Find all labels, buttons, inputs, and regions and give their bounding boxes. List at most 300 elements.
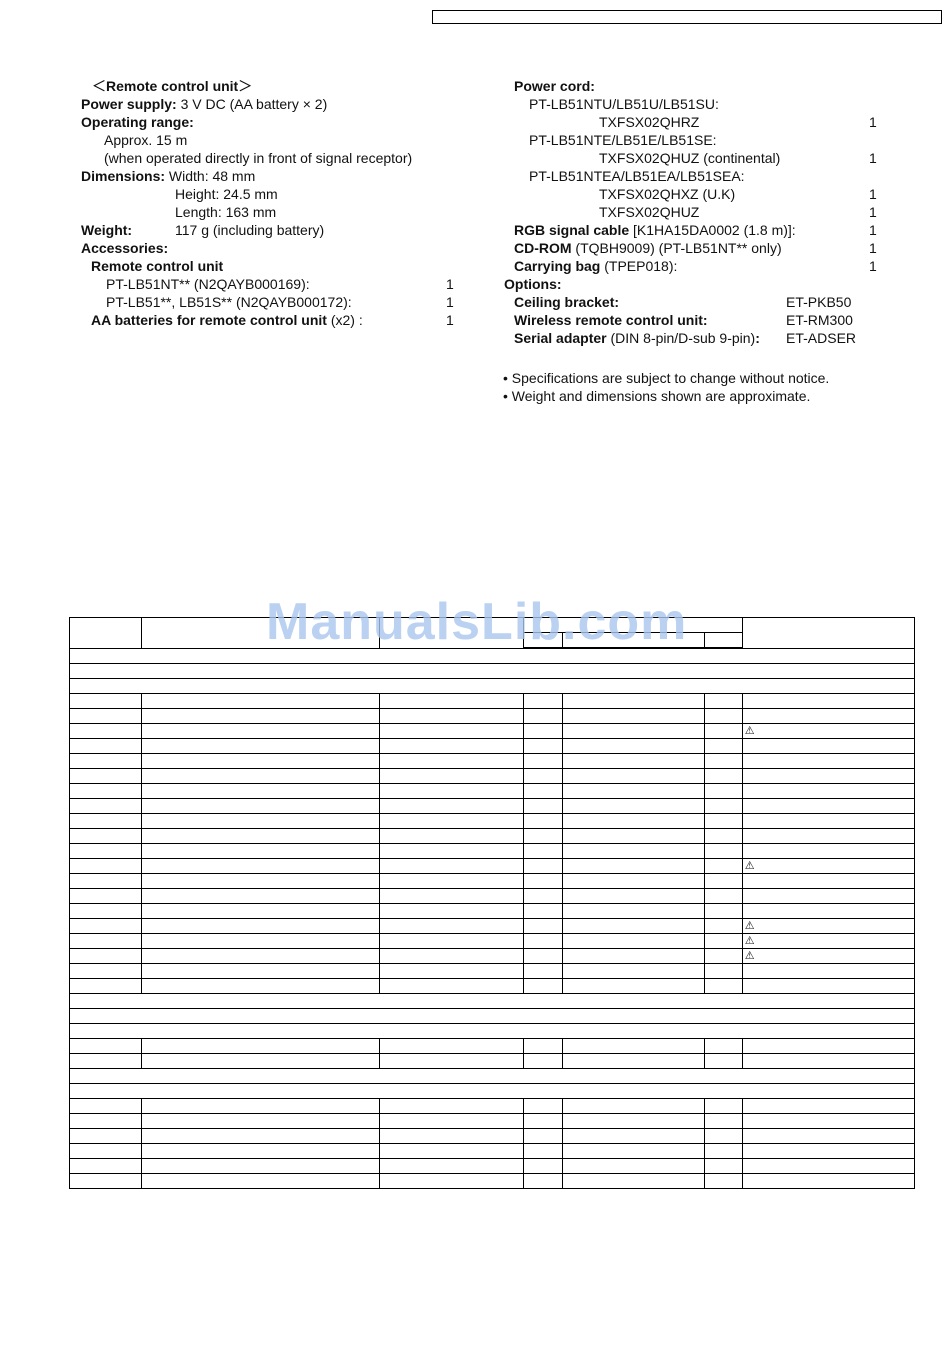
table-cell: [562, 1099, 704, 1114]
serial-adapter-line: [514, 329, 760, 347]
table-cell: [380, 859, 523, 874]
table-cell: [742, 694, 914, 709]
table-cell: [523, 1144, 562, 1159]
table-cell: [562, 799, 704, 814]
table-cell: [380, 814, 523, 829]
table-cell: [380, 874, 523, 889]
remote-title: ＜Remote control unit＞: [92, 78, 253, 94]
table-cell: [70, 1009, 915, 1024]
table-cell: [562, 919, 704, 934]
weight-value: 117 g (including battery): [175, 222, 325, 238]
table-cell: [704, 919, 742, 934]
table-cell: [742, 844, 914, 859]
table-cell: [70, 769, 142, 784]
table-cell: [142, 799, 380, 814]
table-cell: [562, 694, 704, 709]
table-cell: [742, 1174, 914, 1189]
table-cell: [562, 904, 704, 919]
table-cell: [142, 694, 380, 709]
table-cell: [70, 709, 142, 724]
cord-model: PT-LB51NTEA/LB51EA/LB51SEA:: [529, 168, 745, 184]
table-cell: [70, 949, 142, 964]
table-cell: [70, 618, 142, 649]
table-row: [70, 1084, 915, 1099]
table-cell: [704, 1114, 742, 1129]
table-row: [70, 769, 915, 784]
accessory-item-qty: 1: [446, 276, 454, 292]
operating-range-value: Approx. 15 m: [104, 132, 188, 148]
power-supply-value: 3 V DC (AA battery × 2): [176, 96, 328, 112]
table-cell: [562, 934, 704, 949]
table-cell: [380, 739, 523, 754]
table-cell: [142, 979, 380, 994]
table-cell: [70, 799, 142, 814]
table-cell: [70, 784, 142, 799]
warning-icon: ⚠: [744, 920, 755, 932]
table-cell: [70, 1114, 142, 1129]
table-cell: [562, 754, 704, 769]
table-cell: [523, 784, 562, 799]
table-cell: [380, 694, 523, 709]
cdrom-line: [514, 239, 782, 257]
note-item: • Specifications are subject to change without notice.: [503, 370, 830, 386]
table-cell: [704, 739, 742, 754]
cord-part-code: TXFSX02QHRZ: [599, 114, 700, 130]
table-cell: [562, 1159, 704, 1174]
table-cell: [523, 889, 562, 904]
table-cell: [742, 874, 914, 889]
table-cell: [142, 829, 380, 844]
table-row: [70, 1009, 915, 1024]
table-cell: [380, 724, 523, 739]
options-label: Options:: [504, 276, 562, 292]
table-cell: [70, 1024, 915, 1039]
table-cell: [523, 709, 562, 724]
watermark: ManualsLib.com: [266, 593, 688, 651]
table-cell: [562, 979, 704, 994]
table-cell: [523, 1114, 562, 1129]
table-cell: [380, 1144, 523, 1159]
table-cell: [142, 724, 380, 739]
table-row: [70, 664, 915, 679]
table-cell: [704, 1039, 742, 1054]
table-cell: [523, 1054, 562, 1069]
table-cell: [380, 1054, 523, 1069]
table-cell: [523, 949, 562, 964]
table-cell: [562, 724, 704, 739]
cord-model: PT-LB51NTE/LB51E/LB51SE:: [529, 132, 717, 148]
table-cell: [523, 739, 562, 754]
table-cell: [142, 769, 380, 784]
table-cell: [70, 1129, 142, 1144]
table-cell: [70, 844, 142, 859]
dimension-width: Width: 48 mm: [165, 168, 256, 184]
table-cell: [380, 1039, 523, 1054]
table-cell: [70, 889, 142, 904]
table-cell: [142, 1099, 380, 1114]
table-cell: [523, 1099, 562, 1114]
accessory-item-name: PT-LB51NT** (N2QAYB000169):: [106, 276, 310, 292]
table-cell: [523, 919, 562, 934]
table-cell: [380, 754, 523, 769]
table-row: [70, 889, 915, 904]
table-cell: [562, 1129, 704, 1144]
table-row: [70, 1039, 915, 1054]
weight-label: Weight:: [81, 222, 133, 238]
table-cell: [523, 904, 562, 919]
accessory-item-name: PT-LB51**, LB51S** (N2QAYB000172):: [106, 294, 352, 310]
table-cell: [380, 904, 523, 919]
table-cell: [704, 934, 742, 949]
table-cell: [704, 724, 742, 739]
dimension-height: Height: 24.5 mm: [175, 186, 278, 202]
table-cell: [523, 859, 562, 874]
dimensions-line: [81, 167, 255, 185]
table-cell: [142, 889, 380, 904]
wireless-remote-label: Wireless remote control unit:: [514, 312, 708, 328]
table-cell: [142, 874, 380, 889]
table-cell: [742, 799, 914, 814]
table-row: [70, 724, 915, 739]
table-cell: [70, 1174, 142, 1189]
table-cell: [562, 844, 704, 859]
table-cell: [70, 979, 142, 994]
table-row: [70, 829, 915, 844]
table-cell: [704, 904, 742, 919]
table-cell: [704, 709, 742, 724]
table-cell: [523, 799, 562, 814]
table-cell: [704, 979, 742, 994]
cord-model: PT-LB51NTU/LB51U/LB51SU:: [529, 96, 719, 112]
table-cell: [742, 934, 914, 949]
table-cell: [70, 1099, 142, 1114]
table-row: [70, 979, 915, 994]
table-cell: [380, 919, 523, 934]
wireless-remote-value: ET-RM300: [786, 312, 853, 328]
table-cell: [562, 1144, 704, 1159]
table-cell: [742, 859, 914, 874]
table-cell: [380, 844, 523, 859]
table-cell: [70, 754, 142, 769]
table-cell: [742, 1114, 914, 1129]
table-cell: [523, 934, 562, 949]
table-row: [70, 1129, 915, 1144]
carrying-bag-label: Carrying bag: [514, 258, 601, 274]
table-cell: [562, 889, 704, 904]
parts-table-body: [70, 618, 915, 1189]
table-cell: [523, 844, 562, 859]
table-cell: [742, 919, 914, 934]
rgb-cable-line: [514, 221, 796, 239]
table-cell: [562, 739, 704, 754]
table-cell: [142, 859, 380, 874]
dimensions-label: Dimensions:: [81, 168, 166, 184]
table-cell: [70, 1054, 142, 1069]
table-cell: [70, 1039, 142, 1054]
table-cell: [562, 1039, 704, 1054]
operating-range-note: (when operated directly in front of signal receptor): [104, 150, 413, 166]
table-cell: [742, 979, 914, 994]
table-cell: [70, 919, 142, 934]
cord-part-qty: 1: [869, 186, 877, 202]
table-cell: [704, 829, 742, 844]
table-cell: [380, 1174, 523, 1189]
ceiling-bracket-value: ET-PKB50: [786, 294, 852, 310]
table-cell: [380, 889, 523, 904]
table-row: [70, 994, 915, 1009]
table-cell: [70, 1159, 142, 1174]
table-row: [70, 904, 915, 919]
table-row: [70, 859, 915, 874]
table-cell: [704, 1144, 742, 1159]
cord-part-code: TXFSX02QHUZ: [599, 204, 700, 220]
cord-part-qty: 1: [869, 150, 877, 166]
table-cell: [380, 784, 523, 799]
table-cell: [704, 874, 742, 889]
accessory-remote-label: Remote control unit: [91, 258, 224, 274]
table-cell: [142, 964, 380, 979]
accessories-label: Accessories:: [81, 240, 169, 256]
table-cell: [380, 709, 523, 724]
table-cell: [70, 1144, 142, 1159]
table-cell: [742, 709, 914, 724]
serial-adapter-mid: (DIN 8-pin/D-sub 9-pin): [606, 330, 756, 346]
table-cell: [562, 769, 704, 784]
table-cell: [523, 1159, 562, 1174]
cord-part-qty: 1: [869, 204, 877, 220]
serial-adapter-label: Serial adapter: [514, 330, 607, 346]
cord-part-qty: 1: [869, 114, 877, 130]
table-cell: [70, 874, 142, 889]
table-cell: [704, 633, 742, 649]
table-cell: [380, 799, 523, 814]
table-cell: [142, 1039, 380, 1054]
table-cell: [742, 1159, 914, 1174]
table-cell: [742, 949, 914, 964]
table-cell: [742, 964, 914, 979]
table-cell: [142, 1129, 380, 1144]
aa-batteries-qty: 1: [446, 312, 454, 328]
table-cell: [70, 829, 142, 844]
table-cell: [380, 829, 523, 844]
table-row: [70, 949, 915, 964]
table-cell: [142, 814, 380, 829]
table-cell: [742, 724, 914, 739]
table-cell: [742, 1039, 914, 1054]
table-cell: [704, 964, 742, 979]
table-cell: [523, 814, 562, 829]
table-cell: [142, 1054, 380, 1069]
table-cell: [142, 709, 380, 724]
table-row: [70, 1024, 915, 1039]
table-cell: [70, 664, 915, 679]
table-cell: [562, 1114, 704, 1129]
table-cell: [70, 724, 142, 739]
table-cell: [380, 1099, 523, 1114]
table-cell: [704, 814, 742, 829]
table-cell: [562, 784, 704, 799]
table-cell: [142, 844, 380, 859]
table-cell: [523, 964, 562, 979]
table-cell: [142, 754, 380, 769]
table-row: [70, 874, 915, 889]
table-cell: [742, 814, 914, 829]
table-row: [70, 679, 915, 694]
cdrom-value: (TQBH9009) (PT-LB51NT** only): [571, 240, 782, 256]
table-cell: [380, 979, 523, 994]
header-box: [432, 10, 942, 24]
aa-batteries-line: [91, 311, 363, 329]
table-cell: [704, 1159, 742, 1174]
table-row: [70, 1099, 915, 1114]
table-row: [70, 934, 915, 949]
table-cell: [142, 1144, 380, 1159]
table-cell: [742, 829, 914, 844]
table-cell: [704, 949, 742, 964]
table-cell: [70, 1069, 915, 1084]
table-row: [70, 784, 915, 799]
table-row: [70, 844, 915, 859]
cord-part-code: TXFSX02QHUZ (continental): [599, 150, 781, 166]
table-cell: [742, 784, 914, 799]
table-cell: [142, 949, 380, 964]
table-cell: [142, 784, 380, 799]
table-cell: [523, 1129, 562, 1144]
table-cell: [523, 724, 562, 739]
table-row: [70, 709, 915, 724]
cdrom-label: CD-ROM: [514, 240, 572, 256]
ceiling-bracket-label: Ceiling bracket:: [514, 294, 620, 310]
table-cell: [70, 994, 915, 1009]
carrying-bag-line: [514, 257, 677, 275]
table-row: [70, 694, 915, 709]
table-row: [70, 919, 915, 934]
table-cell: [704, 784, 742, 799]
table-cell: [562, 829, 704, 844]
accessory-item-qty: 1: [446, 294, 454, 310]
table-cell: [742, 739, 914, 754]
rgb-cable-label: RGB signal cable: [514, 222, 630, 238]
table-cell: [523, 829, 562, 844]
table-cell: [742, 769, 914, 784]
table-cell: [70, 964, 142, 979]
table-cell: [742, 1054, 914, 1069]
rgb-cable-value: [K1HA15DA0002 (1.8 m)]:: [629, 222, 796, 238]
warning-icon: ⚠: [744, 860, 755, 872]
table-cell: [380, 1129, 523, 1144]
table-cell: [70, 739, 142, 754]
table-cell: [704, 859, 742, 874]
table-cell: [562, 1174, 704, 1189]
table-row: [70, 739, 915, 754]
table-cell: [704, 1054, 742, 1069]
operating-range-label: Operating range:: [81, 114, 194, 130]
table-cell: [523, 1174, 562, 1189]
table-cell: [380, 934, 523, 949]
table-cell: [380, 964, 523, 979]
table-cell: [742, 754, 914, 769]
table-row: [70, 1069, 915, 1084]
table-row: [70, 964, 915, 979]
table-cell: [704, 754, 742, 769]
cdrom-qty: 1: [869, 240, 877, 256]
table-cell: [70, 934, 142, 949]
aa-batteries-label: AA batteries for remote control unit: [91, 312, 327, 328]
table-cell: [523, 694, 562, 709]
table-cell: [704, 799, 742, 814]
power-supply-line: [81, 95, 327, 113]
table-cell: [742, 1129, 914, 1144]
table-cell: [704, 1099, 742, 1114]
table-cell: [380, 1114, 523, 1129]
table-cell: [523, 979, 562, 994]
carrying-bag-qty: 1: [869, 258, 877, 274]
table-cell: [70, 1084, 915, 1099]
table-cell: [142, 1114, 380, 1129]
table-cell: [562, 874, 704, 889]
table-cell: [523, 754, 562, 769]
table-row: [70, 1144, 915, 1159]
table-cell: [704, 889, 742, 904]
table-cell: [562, 949, 704, 964]
table-cell: [142, 739, 380, 754]
table-row: [70, 1174, 915, 1189]
warning-icon: ⚠: [744, 935, 755, 947]
table-row: [70, 814, 915, 829]
warning-icon: ⚠: [744, 725, 755, 737]
table-cell: [742, 618, 914, 649]
table-cell: [142, 934, 380, 949]
table-cell: [704, 694, 742, 709]
table-cell: [742, 1144, 914, 1159]
note-item: • Weight and dimensions shown are approximate.: [503, 388, 811, 404]
dimension-length: Length: 163 mm: [175, 204, 277, 220]
rgb-cable-qty: 1: [869, 222, 877, 238]
table-cell: [562, 814, 704, 829]
aa-batteries-suffix: (x2) :: [326, 312, 363, 328]
table-cell: [562, 1054, 704, 1069]
table-cell: [70, 904, 142, 919]
table-cell: [142, 1174, 380, 1189]
carrying-bag-value: (TPEP018):: [600, 258, 678, 274]
parts-table: [69, 617, 915, 1189]
table-cell: [704, 1174, 742, 1189]
warning-icon: ⚠: [744, 950, 755, 962]
table-cell: [70, 814, 142, 829]
table-cell: [704, 844, 742, 859]
table-cell: [142, 1159, 380, 1174]
table-row: [70, 1054, 915, 1069]
table-cell: [70, 679, 915, 694]
table-cell: [742, 904, 914, 919]
table-row: [70, 1159, 915, 1174]
table-cell: [523, 769, 562, 784]
cord-part-code: TXFSX02QHXZ (U.K): [599, 186, 736, 202]
table-row: [70, 1114, 915, 1129]
table-cell: [380, 1159, 523, 1174]
table-cell: [380, 769, 523, 784]
table-cell: [742, 1099, 914, 1114]
table-cell: [380, 949, 523, 964]
table-cell: [742, 889, 914, 904]
table-row: [70, 799, 915, 814]
power-cord-label: Power cord:: [514, 78, 595, 94]
table-cell: [704, 1129, 742, 1144]
table-cell: [70, 859, 142, 874]
power-supply-label: Power supply:: [81, 96, 177, 112]
table-cell: [70, 694, 142, 709]
table-cell: [142, 904, 380, 919]
